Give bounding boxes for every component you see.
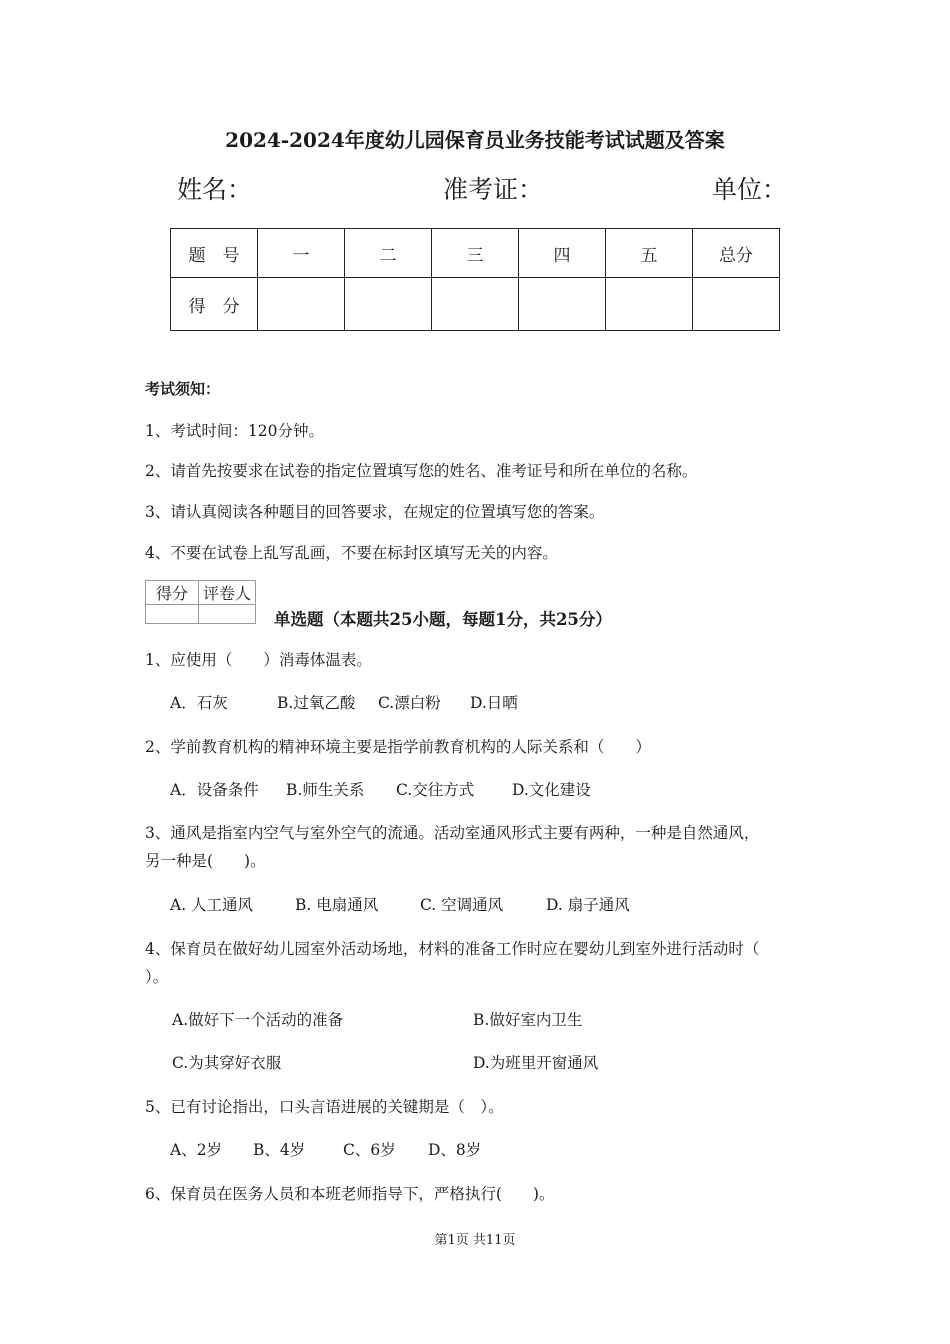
exam-id-label: 准考证：: [443, 175, 544, 204]
notice-item: 2、请首先按要求在试卷的指定位置填写您的姓名、准考证号和所在单位的名称。: [145, 462, 698, 480]
question-option: A.做好下一个活动的准备: [172, 1011, 344, 1029]
question-option: D.日晒: [470, 694, 518, 712]
section-title: 单选题（本题共25小题，每题1分，共25分）: [274, 610, 612, 629]
notice-heading: 考试须知：: [145, 380, 221, 398]
score-table-header-row: [171, 229, 780, 278]
notice-item: 3、请认真阅读各种题目的回答要求，在规定的位置填写您的答案。: [145, 503, 605, 521]
score-table-input-cell[interactable]: [432, 278, 519, 331]
grader-box: [145, 580, 256, 624]
question-option: C、6岁: [343, 1141, 396, 1159]
question-stem: 3、通风是指室内空气与室外空气的流通。活动室通风形式主要有两种，一种是自然通风，: [145, 824, 760, 842]
score-table-score-row: [171, 278, 780, 331]
page-footer: 第1页 共11页: [434, 1233, 516, 1248]
grader-box-score-label: 得分: [146, 581, 199, 605]
question-option: D. 扇子通风: [546, 896, 630, 914]
question-option: B.过氧乙酸: [277, 694, 356, 712]
score-table-input-cell[interactable]: [258, 278, 345, 331]
question-option: D、8岁: [428, 1141, 482, 1159]
question-option: C.为其穿好衣服: [172, 1054, 282, 1072]
question-stem: 4、保育员在做好幼儿园室外活动场地，材料的准备工作时应在婴幼儿到室外进行活动时（: [145, 940, 760, 958]
question-stem-continued: 另一种是( )。: [145, 852, 266, 870]
score-table-cell: 五: [606, 229, 693, 278]
question-option: B、4岁: [253, 1141, 306, 1159]
question-option: B.做好室内卫生: [473, 1011, 583, 1029]
grader-box-score-cell[interactable]: [146, 605, 199, 624]
score-table-cell: 题 号: [171, 229, 258, 278]
question-option: B.师生关系: [286, 781, 365, 799]
notice-item: 4、不要在试卷上乱写乱画，不要在标封区填写无关的内容。: [145, 544, 558, 562]
score-table-input-cell[interactable]: [519, 278, 606, 331]
question-stem: 6、保育员在医务人员和本班老师指导下，严格执行( )。: [145, 1185, 555, 1203]
question-option: A、2岁: [170, 1141, 223, 1159]
unit-label: 单位：: [712, 175, 788, 204]
question-stem-continued: ）。: [145, 968, 169, 986]
notice-item: 1、考试时间：120分钟。: [145, 422, 324, 440]
score-table-cell: 一: [258, 229, 345, 278]
question-stem: 1、应使用（ ）消毒体温表。: [145, 651, 372, 669]
score-table-cell: 得 分: [171, 278, 258, 331]
question-option: C.交往方式: [396, 781, 475, 799]
score-table: [170, 228, 780, 331]
score-table-input-cell[interactable]: [693, 278, 780, 331]
score-table-cell: 二: [345, 229, 432, 278]
question-option: C. 空调通风: [420, 896, 504, 914]
question-option: A．石灰: [170, 694, 228, 712]
score-table-input-cell[interactable]: [606, 278, 693, 331]
score-table-cell: 总分: [693, 229, 780, 278]
question-option: A．设备条件: [170, 781, 259, 799]
question-stem: 5、已有讨论指出，口头言语进展的关键期是（ ）。: [145, 1098, 504, 1116]
grader-box-grader-label: 评卷人: [199, 581, 256, 605]
question-option: D.文化建设: [512, 781, 591, 799]
question-option: B. 电扇通风: [295, 896, 379, 914]
question-option: D.为班里开窗通风: [473, 1054, 599, 1072]
score-table-cell: 四: [519, 229, 606, 278]
score-table-cell: 三: [432, 229, 519, 278]
grader-box-grader-cell[interactable]: [199, 605, 256, 624]
score-table-input-cell[interactable]: [345, 278, 432, 331]
question-option: A. 人工通风: [170, 896, 254, 914]
question-option: C.漂白粉: [378, 694, 441, 712]
page-title: 2024-2024年度幼儿园保育员业务技能考试试题及答案: [225, 128, 725, 152]
name-label: 姓名：: [177, 175, 253, 204]
question-stem: 2、学前教育机构的精神环境主要是指学前教育机构的人际关系和（ ）: [145, 738, 651, 756]
